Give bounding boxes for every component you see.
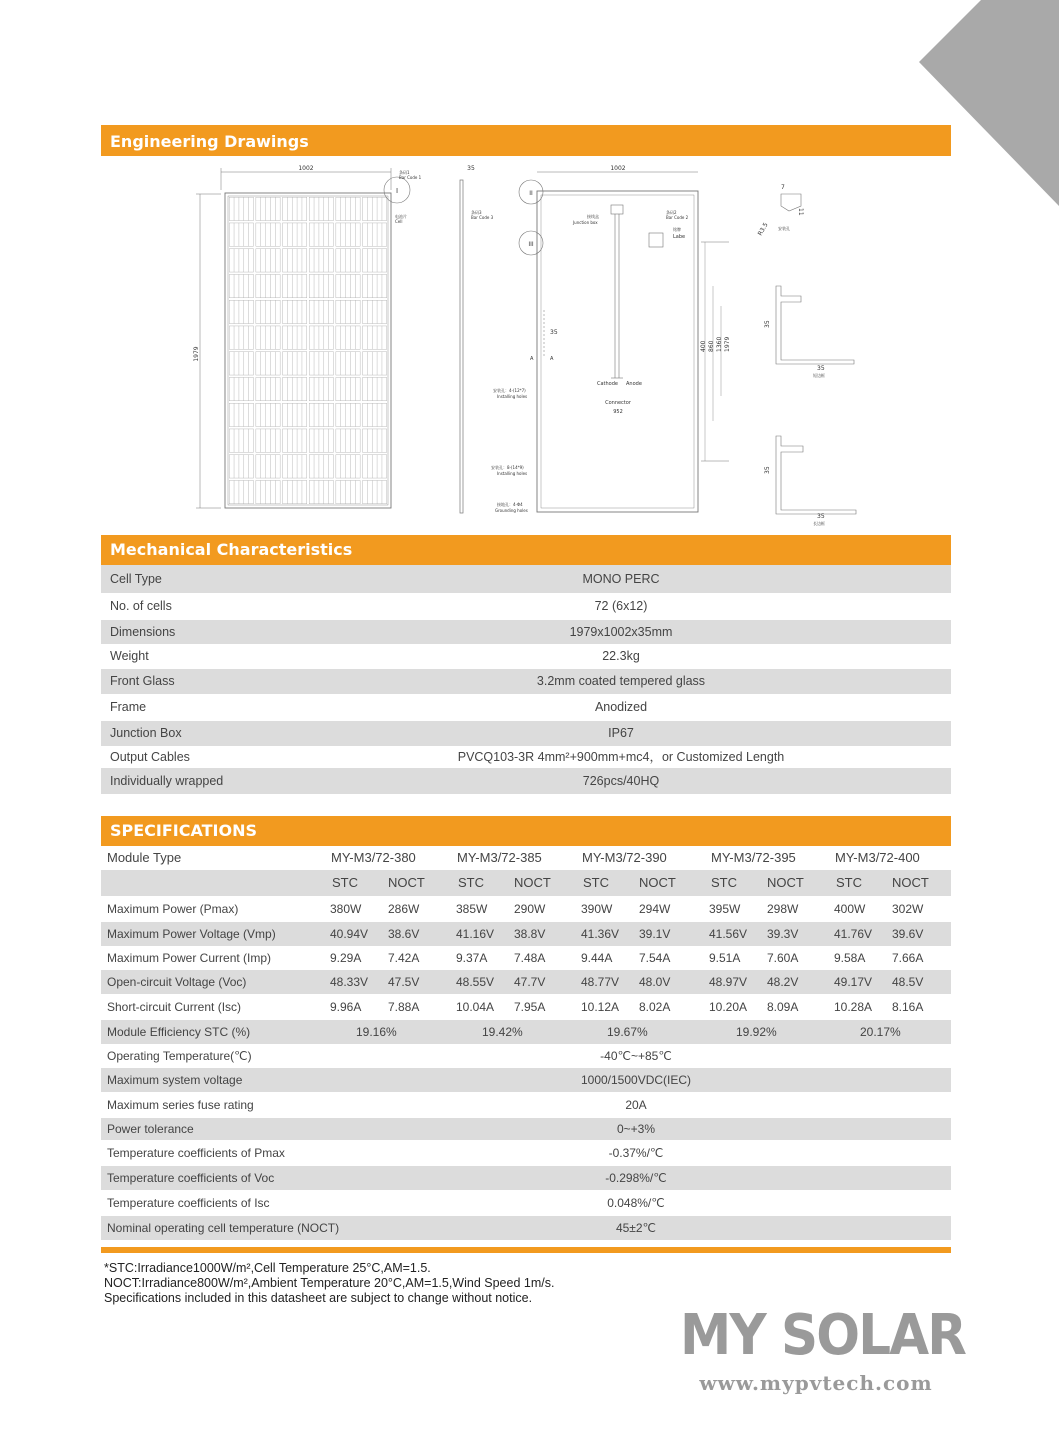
spec-span-row (101, 1140, 951, 1166)
spec-key: Power tolerance (107, 1122, 194, 1136)
efficiency-value: 19.92% (736, 1025, 777, 1039)
spec-value: 38.8V (514, 927, 546, 941)
solar-cell (309, 300, 333, 323)
spec-value: 9.58A (834, 951, 866, 965)
solar-cell (309, 274, 333, 297)
stc-header: STC (458, 875, 484, 890)
mechanical-row (101, 721, 951, 746)
solar-cell (363, 455, 387, 478)
spec-value: 9.96A (330, 1000, 362, 1014)
footnotes (104, 1261, 554, 1306)
side-frame-view (460, 165, 494, 513)
module-type-label: Module Type (107, 850, 182, 865)
solar-cell (256, 274, 280, 297)
solar-cell (283, 223, 307, 246)
solar-cell (283, 300, 307, 323)
holes-1-cn: 安装孔：4-(12*7) (493, 388, 526, 393)
ground-label: Grounding holes (495, 508, 528, 513)
spec-span-value: 0~+3% (616, 1122, 656, 1136)
mechanical-key: Junction Box (110, 726, 182, 740)
back-view (491, 165, 731, 513)
bar-code-3-cn: 条码3 (471, 210, 482, 215)
mechanical-value: 1979x1002x35mm (569, 625, 673, 639)
front-width-label: 1002 (298, 165, 314, 172)
solar-cell (363, 223, 387, 246)
mechanical-row (101, 620, 951, 644)
spec-value: 7.60A (767, 951, 799, 965)
front-height-label: 1979 (193, 346, 200, 362)
solar-cell (229, 300, 253, 323)
solar-cell (229, 223, 253, 246)
spec-value: 49.17V (834, 975, 873, 989)
solar-cell (309, 223, 333, 246)
mechanical-row (101, 669, 951, 694)
solar-cell (283, 352, 307, 375)
bottom-rule (101, 1247, 951, 1253)
dim-400: 400 (700, 340, 707, 352)
solar-cell (229, 352, 253, 375)
noct-header: NOCT (639, 875, 676, 890)
solar-cell (336, 403, 360, 426)
efficiency-row (101, 1020, 951, 1044)
mechanical-key: Weight (110, 649, 149, 663)
solar-cell (309, 455, 333, 478)
model-name: MY-M3/72-385 (457, 850, 542, 865)
mechanical-key: No. of cells (110, 599, 172, 613)
spec-value: 10.20A (709, 1000, 748, 1014)
spec-value: 9.51A (709, 951, 741, 965)
note-noct: NOCT:Irradiance800W/m²,Ambient Temperature 20°C,AM=1.5,Wind Speed 1m/s. (104, 1276, 555, 1290)
solar-cell (363, 326, 387, 349)
profile-35d: 35 (817, 513, 825, 520)
solar-cell (229, 480, 253, 503)
callout-ii: II (529, 190, 533, 197)
model-name: MY-M3/72-400 (835, 850, 920, 865)
spec-key: Short-circuit Current (Isc) (107, 1000, 242, 1014)
efficiency-value: 19.42% (482, 1025, 523, 1039)
ground-cn: 接地孔：4-Φ4 (497, 502, 523, 507)
spec-row (101, 970, 951, 994)
spec-value: 298W (767, 902, 799, 916)
spec-value: 48.0V (639, 975, 671, 989)
solar-cell (283, 480, 307, 503)
spec-span-row (101, 1068, 951, 1092)
spec-value: 39.1V (639, 927, 671, 941)
solar-cell (229, 429, 253, 452)
spec-key: Maximum series fuse rating (107, 1098, 254, 1112)
note-disclaimer: Specifications included in this datasheet are subject to change without notice. (104, 1291, 533, 1305)
engineering-drawings-header: Engineering Drawings (101, 125, 951, 156)
spec-span-value: 45±2℃ (615, 1221, 657, 1235)
spec-value: 7.88A (388, 1000, 420, 1014)
solar-cell (336, 197, 360, 220)
mechanical-value: 726pcs/40HQ (582, 774, 660, 788)
solar-cell (336, 352, 360, 375)
stc-header: STC (836, 875, 862, 890)
connector-label: Connector (605, 400, 631, 406)
spec-value: 9.37A (456, 951, 488, 965)
bar-code-1-cn: 条码1 (399, 170, 410, 175)
cathode-label: Cathode (597, 381, 618, 387)
spec-key: Maximum system voltage (107, 1073, 243, 1087)
stc-header: STC (332, 875, 358, 890)
spec-span-value: 0.048%/℃ (607, 1196, 665, 1210)
spec-value: 302W (892, 902, 924, 916)
solar-cell (256, 480, 280, 503)
spec-value: 40.94V (330, 927, 369, 941)
solar-cell (336, 249, 360, 272)
holes-1: Installing holes (497, 394, 528, 399)
spec-value: 7.66A (892, 951, 924, 965)
spec-value: 39.3V (767, 927, 799, 941)
mechanical-row (101, 565, 951, 593)
profile-short-cn: 短边框 (813, 373, 825, 378)
spec-span-row (101, 1044, 951, 1068)
spec-row (101, 994, 951, 1020)
solar-cell (309, 197, 333, 220)
solar-cell (363, 480, 387, 503)
callout-i: I (395, 187, 399, 195)
efficiency-value: 20.17% (860, 1025, 901, 1039)
condition-header-row (101, 870, 951, 896)
spec-span-row (101, 1190, 951, 1216)
spec-value: 8.16A (892, 1000, 924, 1014)
spec-key: Maximum Power Current (Imp) (107, 951, 272, 965)
solar-cell (283, 429, 307, 452)
spec-key: Operating Temperature(℃) (107, 1049, 252, 1063)
spec-key: Maximum Power (Pmax) (107, 902, 239, 916)
solar-cell (283, 249, 307, 272)
noct-header: NOCT (892, 875, 929, 890)
spec-span-row (101, 1166, 951, 1190)
profile-35a: 35 (764, 320, 771, 328)
spec-key: Nominal operating cell temperature (NOCT) (107, 1221, 340, 1235)
solar-cell (256, 300, 280, 323)
specifications-header: SPECIFICATIONS (101, 816, 951, 846)
mechanical-key: Dimensions (110, 625, 176, 639)
dim-1979: 1979 (724, 336, 731, 352)
solar-cell (336, 377, 360, 400)
solar-cell (229, 197, 253, 220)
solar-cell (283, 403, 307, 426)
mechanical-row (101, 768, 951, 794)
mechanical-value: MONO PERC (582, 572, 660, 586)
mechanical-value: IP67 (608, 726, 634, 740)
efficiency-label: Module Efficiency STC (%) (107, 1025, 251, 1039)
mechanical-value: Anodized (594, 700, 648, 714)
mechanical-value: 22.3kg (602, 649, 640, 663)
spec-value: 10.12A (581, 1000, 620, 1014)
spec-row (101, 946, 951, 970)
solar-cell (256, 377, 280, 400)
spec-value: 39.6V (892, 927, 924, 941)
solar-cell (309, 403, 333, 426)
spec-value: 41.36V (581, 927, 620, 941)
solar-cell (283, 274, 307, 297)
spec-key: Maximum Power Voltage (Vmp) (107, 927, 276, 941)
bar-code-2: Bar Code 2 (666, 215, 689, 220)
mechanical-key: Output Cables (110, 750, 190, 764)
profile-35b: 35 (817, 365, 825, 372)
mechanical-header: Mechanical Characteristics (101, 535, 951, 565)
spec-key: Open-circuit Voltage (Voc) (107, 975, 247, 989)
solar-cell (309, 249, 333, 272)
note-stc: *STC:Irradiance1000W/m²,Cell Temperature 25°C,AM=1.5. (104, 1261, 431, 1275)
spec-value: 286W (388, 902, 420, 916)
junction-box-label: Junction box (573, 220, 598, 225)
detail-r: R3.5 (756, 221, 770, 237)
solar-cell (309, 352, 333, 375)
detail-cn: 安装孔 (778, 226, 790, 231)
spec-value: 8.09A (767, 1000, 799, 1014)
solar-cell (336, 455, 360, 478)
spec-value: 41.76V (834, 927, 873, 941)
dim-1360: 1360 (716, 336, 723, 352)
spec-key: Temperature coefficients of Pmax (107, 1146, 285, 1160)
efficiency-value: 19.16% (356, 1025, 397, 1039)
label-cn: 铭牌 (673, 227, 681, 232)
solar-cell (256, 352, 280, 375)
spec-value: 294W (639, 902, 671, 916)
model-name: MY-M3/72-390 (582, 850, 667, 865)
spec-value: 7.54A (639, 951, 671, 965)
short-frame-profile (764, 286, 854, 378)
solar-cell (229, 403, 253, 426)
side-frame-width: 35 (467, 165, 475, 172)
solar-cell (256, 197, 280, 220)
spec-value: 48.55V (456, 975, 495, 989)
solar-cell (363, 300, 387, 323)
brand-logo (680, 1303, 966, 1395)
spec-span-value: -0.37%/℃ (608, 1146, 664, 1160)
bar-code-1: Bar Code 1 (399, 175, 422, 180)
brand-name: MY SOLAR (680, 1303, 966, 1368)
spec-value: 48.97V (709, 975, 748, 989)
solar-cell (309, 429, 333, 452)
model-name: MY-M3/72-380 (331, 850, 416, 865)
bar-code-2-cn: 条码2 (666, 210, 677, 215)
model-name: MY-M3/72-395 (711, 850, 796, 865)
holes-2: Installing holes (497, 471, 528, 476)
solar-cell (256, 429, 280, 452)
brand-url: www.mypvtech.com (699, 1371, 933, 1395)
spec-row (101, 896, 951, 922)
detail-11: 11 (797, 208, 804, 216)
spec-span-row (101, 1092, 951, 1118)
spec-row (101, 922, 951, 946)
noct-header: NOCT (767, 875, 804, 890)
mechanical-value: 3.2mm coated tempered glass (536, 674, 706, 688)
solar-cell (336, 223, 360, 246)
solar-cell (363, 197, 387, 220)
spec-value: 38.6V (388, 927, 420, 941)
solar-cell (363, 274, 387, 297)
spec-value: 7.95A (514, 1000, 546, 1014)
spec-value: 385W (456, 902, 488, 916)
spec-span-row (101, 1118, 951, 1140)
mechanical-row (101, 746, 951, 768)
mechanical-table (101, 565, 951, 794)
spec-value: 41.56V (709, 927, 748, 941)
solar-cell (283, 377, 307, 400)
module-type-row (101, 846, 951, 870)
solar-cell (256, 249, 280, 272)
spec-value: 7.42A (388, 951, 420, 965)
solar-cell (336, 429, 360, 452)
junction-box-cn: 接线盒 (587, 214, 599, 219)
cell-label: Cell (395, 219, 403, 224)
spec-span-row (101, 1216, 951, 1240)
solar-cell (336, 274, 360, 297)
mechanical-key: Individually wrapped (110, 774, 224, 788)
callout-iii: III (528, 241, 534, 248)
mechanical-value: PVCQ103-3R 4mm²+900mm+mc4，or Customized Length (457, 750, 785, 764)
solar-cell (363, 352, 387, 375)
holes-2-cn: 安装孔：8-(14*9) (491, 465, 524, 470)
spec-span-value: 1000/1500VDC(IEC) (580, 1073, 692, 1087)
back-width-label: 1002 (610, 165, 626, 172)
spec-span-value: 20A (625, 1098, 647, 1112)
mechanical-value: 72 (6x12) (594, 599, 648, 613)
solar-cell (229, 326, 253, 349)
noct-header: NOCT (388, 875, 425, 890)
spec-value: 47.7V (514, 975, 546, 989)
solar-cell (256, 223, 280, 246)
spec-value: 7.48A (514, 951, 546, 965)
efficiency-value: 19.67% (607, 1025, 648, 1039)
dim-860: 860 (708, 340, 715, 352)
connector-length: 952 (613, 409, 623, 415)
spec-value: 10.28A (834, 1000, 873, 1014)
solar-cell (336, 480, 360, 503)
stc-header: STC (583, 875, 609, 890)
profile-long-cn: 长边框 (813, 521, 825, 526)
solar-cell (229, 377, 253, 400)
spec-span-value: -0.298%/℃ (605, 1171, 667, 1185)
dim-35-label: 35 (550, 329, 558, 336)
solar-cell (256, 455, 280, 478)
front-view (193, 165, 422, 508)
solar-cell (256, 403, 280, 426)
mechanical-row (101, 694, 951, 721)
solar-cell (309, 480, 333, 503)
mechanical-row (101, 644, 951, 669)
spec-value: 48.2V (767, 975, 799, 989)
solar-cell (283, 197, 307, 220)
section-a-left: A (530, 356, 534, 362)
solar-cell (309, 377, 333, 400)
solar-cell (336, 300, 360, 323)
stc-header: STC (711, 875, 737, 890)
anode-label: Anode (626, 381, 642, 387)
spec-key: Temperature coefficients of Isc (107, 1196, 270, 1210)
spec-value: 9.44A (581, 951, 613, 965)
spec-value: 41.16V (456, 927, 495, 941)
solar-cell (309, 326, 333, 349)
long-frame-profile (764, 436, 856, 526)
cell-cn: 电池片 (395, 214, 407, 219)
spec-key: Temperature coefficients of Voc (107, 1171, 275, 1185)
solar-cell (229, 249, 253, 272)
specifications-table (101, 846, 951, 1240)
mechanical-key: Cell Type (110, 572, 162, 586)
solar-cell (283, 326, 307, 349)
solar-cell (229, 455, 253, 478)
spec-span-value: -40℃~+85℃ (600, 1049, 672, 1063)
engineering-drawings (101, 156, 951, 531)
mechanical-key: Front Glass (110, 674, 175, 688)
spec-value: 47.5V (388, 975, 420, 989)
solar-cell (336, 326, 360, 349)
solar-cell (363, 429, 387, 452)
bar-code-3: Bar Code 3 (471, 215, 494, 220)
spec-value: 395W (709, 902, 741, 916)
solar-cell (363, 249, 387, 272)
detail-7: 7 (781, 184, 785, 191)
spec-value: 48.77V (581, 975, 620, 989)
section-a-right: A (550, 356, 554, 362)
spec-value: 48.33V (330, 975, 369, 989)
profile-35c: 35 (764, 466, 771, 474)
spec-value: 390W (581, 902, 613, 916)
spec-value: 48.5V (892, 975, 924, 989)
spec-value: 10.04A (456, 1000, 495, 1014)
mechanical-row (101, 593, 951, 620)
solar-cell (283, 455, 307, 478)
spec-value: 400W (834, 902, 866, 916)
label-text: Labe (673, 234, 686, 240)
solar-cell (363, 403, 387, 426)
solar-cell (229, 274, 253, 297)
mechanical-key: Frame (110, 700, 147, 714)
hole-detail (757, 184, 804, 237)
solar-cell (256, 326, 280, 349)
solar-cell (363, 377, 387, 400)
cell-grid (229, 197, 387, 504)
spec-value: 380W (330, 902, 362, 916)
noct-header: NOCT (514, 875, 551, 890)
spec-value: 9.29A (330, 951, 362, 965)
spec-value: 8.02A (639, 1000, 671, 1014)
spec-value: 290W (514, 902, 546, 916)
